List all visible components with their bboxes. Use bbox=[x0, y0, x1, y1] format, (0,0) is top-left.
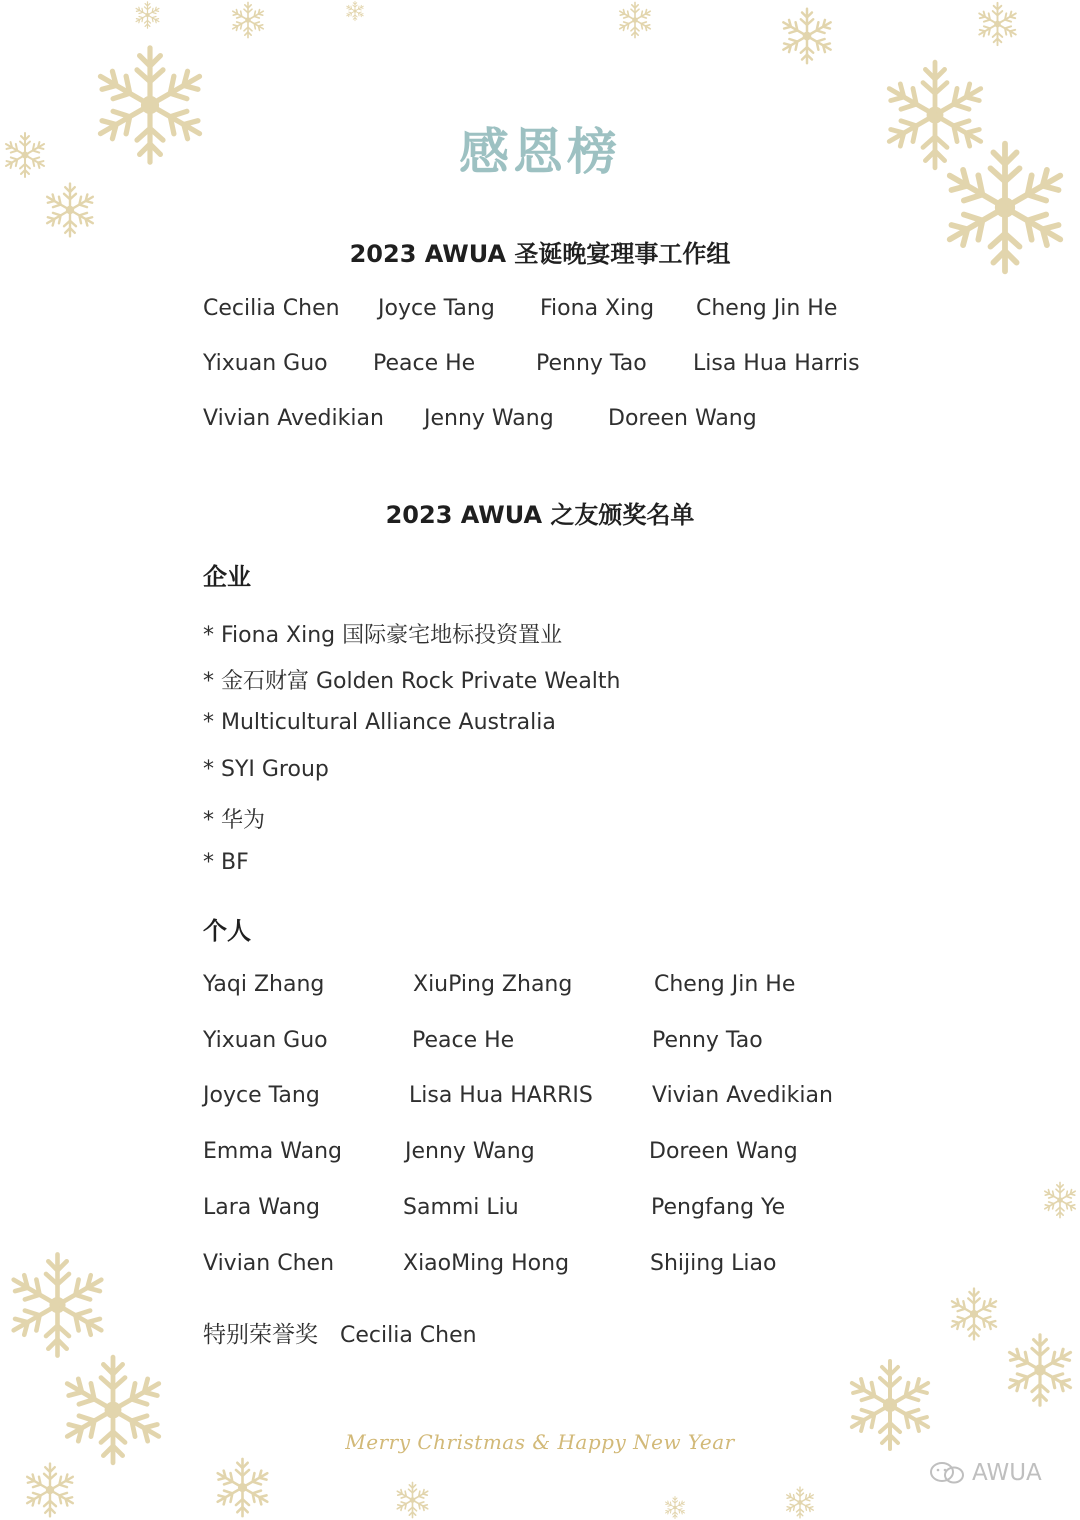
special-honor-name: Cecilia Chen bbox=[340, 1323, 477, 1348]
individual-name: Yixuan Guo bbox=[203, 1028, 328, 1053]
snowflake-icon bbox=[780, 1485, 820, 1520]
snowflake-icon bbox=[772, 5, 842, 67]
snowflake-icon bbox=[125, 0, 170, 30]
snowflake-icon bbox=[390, 1480, 435, 1520]
enterprise-label: 企业 bbox=[203, 563, 251, 591]
awards-heading: 2023 AWUA 之友颁奖名单 bbox=[385, 501, 695, 529]
snowflake-icon bbox=[945, 1285, 1003, 1343]
snowflake-icon bbox=[1040, 1180, 1080, 1220]
board-member: Penny Tao bbox=[536, 351, 647, 376]
individual-name: Doreen Wang bbox=[649, 1139, 798, 1164]
brand-name: AWUA bbox=[972, 1460, 1042, 1486]
snowflake-icon bbox=[1000, 1330, 1080, 1410]
board-member: Cheng Jin He bbox=[696, 296, 838, 321]
wechat-watermark bbox=[928, 1460, 1042, 1486]
individual-name: Cheng Jin He bbox=[654, 972, 796, 997]
individual-name: Vivian Avedikian bbox=[652, 1083, 833, 1108]
individual-name: Jenny Wang bbox=[405, 1139, 535, 1164]
individual-name: Peace He bbox=[412, 1028, 515, 1053]
board-member: Doreen Wang bbox=[608, 406, 757, 431]
special-honor-label: 特别荣誉奖 bbox=[203, 1322, 318, 1348]
individual-name: Vivian Chen bbox=[203, 1251, 335, 1276]
snowflake-icon bbox=[0, 1460, 100, 1520]
snowflake-icon bbox=[950, 0, 1045, 48]
enterprise-item: * BF bbox=[203, 850, 249, 875]
board-heading: 2023 AWUA 圣诞晚宴理事工作组 bbox=[349, 240, 731, 268]
enterprise-item: * 金石财富 Golden Rock Private Wealth bbox=[203, 669, 621, 694]
board-member: Joyce Tang bbox=[378, 296, 495, 321]
snowflake-icon bbox=[660, 1495, 690, 1520]
individual-name: Emma Wang bbox=[203, 1139, 342, 1164]
board-member: Peace He bbox=[373, 351, 476, 376]
board-member: Yixuan Guo bbox=[203, 351, 328, 376]
board-member: Vivian Avedikian bbox=[203, 406, 384, 431]
greeting-footer: Merry Christmas & Happy New Year bbox=[345, 1430, 735, 1454]
board-member: Jenny Wang bbox=[424, 406, 554, 431]
individual-name: XiaoMing Hong bbox=[403, 1251, 570, 1276]
individual-name: XiuPing Zhang bbox=[413, 972, 573, 997]
snowflake-icon bbox=[205, 1455, 280, 1520]
snowflake-icon bbox=[40, 180, 100, 240]
individual-name: Joyce Tang bbox=[203, 1083, 320, 1108]
page-title: 感恩榜 bbox=[459, 123, 621, 181]
enterprise-item: * Fiona Xing 国际豪宅地标投资置业 bbox=[203, 623, 563, 648]
individual-name: Yaqi Zhang bbox=[203, 972, 325, 997]
board-member: Fiona Xing bbox=[540, 296, 655, 321]
individual-label: 个人 bbox=[203, 917, 251, 945]
board-member: Lisa Hua Harris bbox=[693, 351, 860, 376]
enterprise-item: * SYI Group bbox=[203, 757, 329, 782]
board-member: Cecilia Chen bbox=[203, 296, 340, 321]
individual-name: Sammi Liu bbox=[403, 1195, 519, 1220]
individual-name: Penny Tao bbox=[652, 1028, 763, 1053]
special-honor bbox=[203, 1316, 477, 1349]
snowflake-icon bbox=[228, 0, 268, 40]
snowflake-icon bbox=[612, 0, 658, 40]
individual-name: Shijing Liao bbox=[650, 1251, 777, 1276]
individual-name: Lisa Hua HARRIS bbox=[409, 1083, 593, 1108]
enterprise-item: * 华为 bbox=[203, 808, 265, 833]
snowflake-icon bbox=[340, 0, 370, 22]
enterprise-item: * Multicultural Alliance Australia bbox=[203, 710, 556, 735]
individual-name: Lara Wang bbox=[203, 1195, 320, 1220]
individual-name: Pengfang Ye bbox=[651, 1195, 786, 1220]
wechat-icon bbox=[928, 1460, 968, 1486]
